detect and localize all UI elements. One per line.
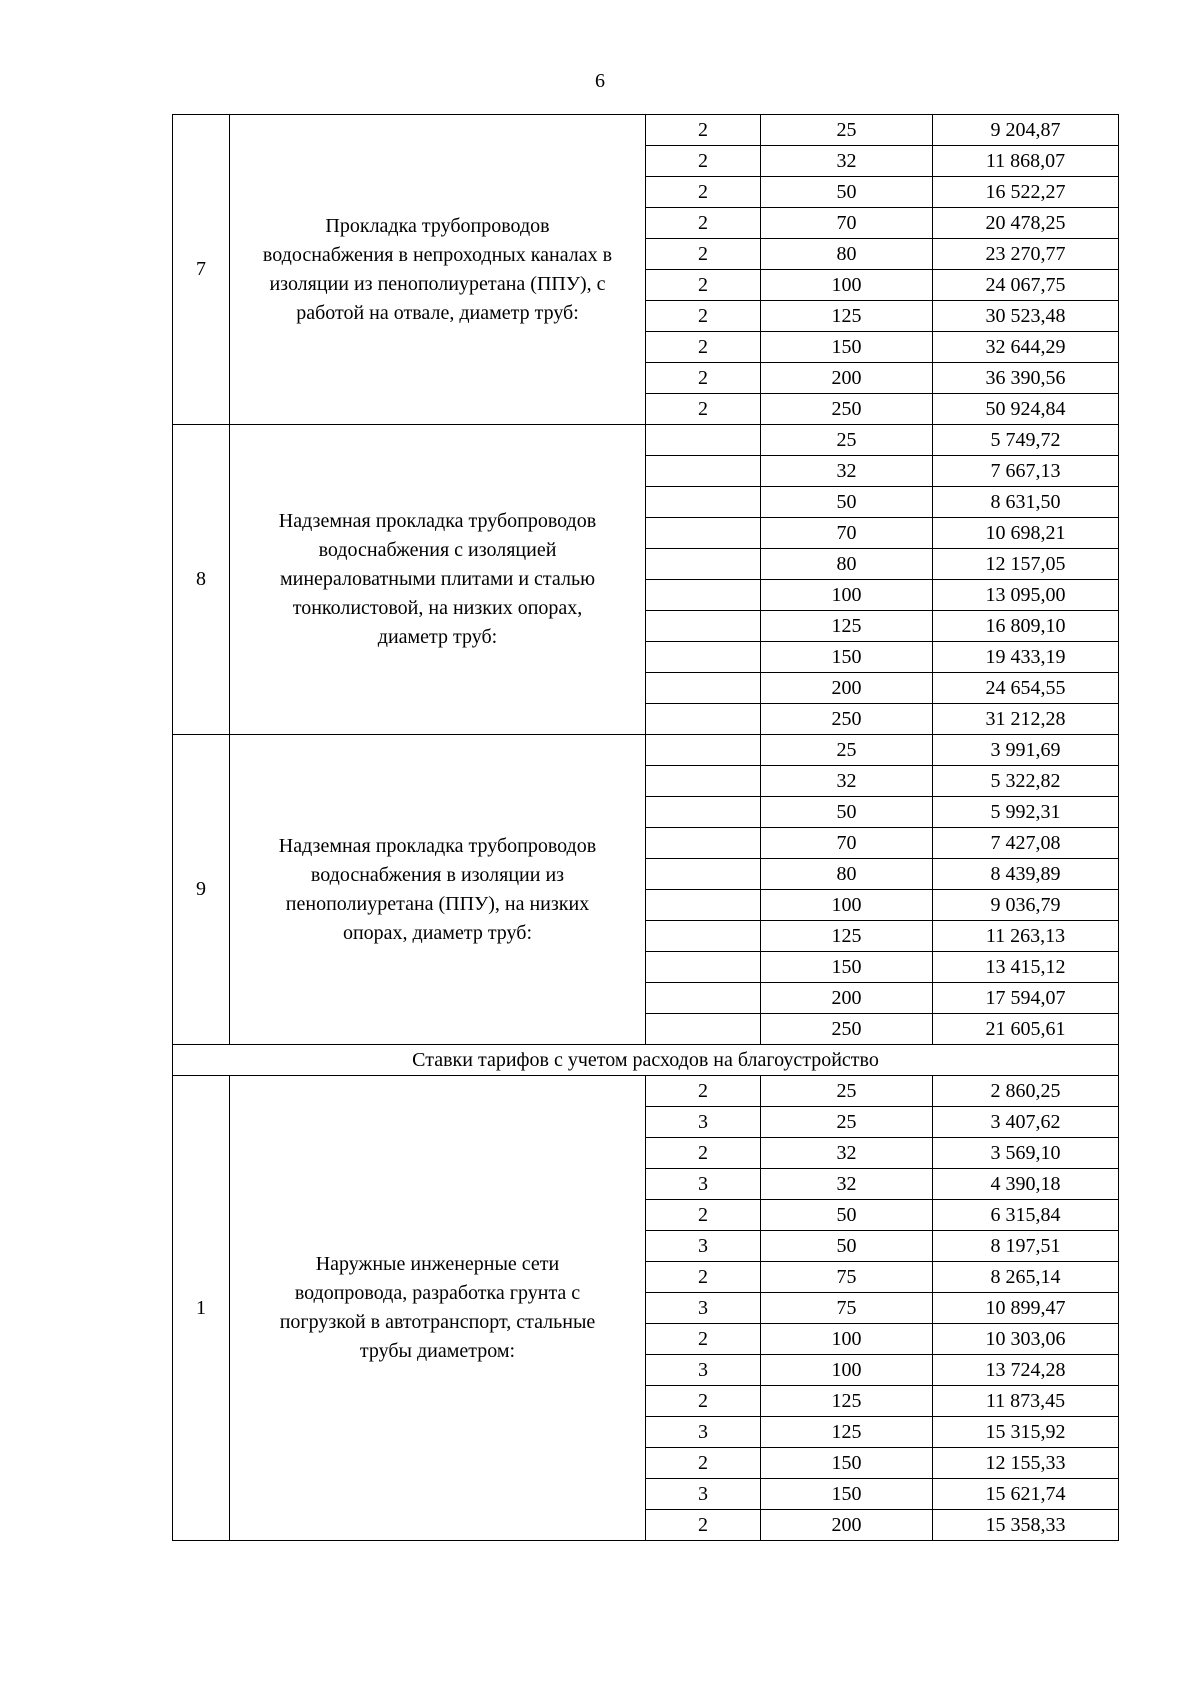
- description-line: диаметр труб:: [377, 626, 498, 648]
- description-line: изоляции из пенополиуретана (ППУ), с: [269, 272, 606, 295]
- count-cell: 2: [646, 1076, 761, 1107]
- count-cell: 2: [646, 301, 761, 332]
- count-cell: [646, 1014, 761, 1045]
- count-cell: 2: [646, 270, 761, 301]
- count-cell: 2: [646, 1448, 761, 1479]
- price-cell: 15 315,92: [933, 1417, 1119, 1448]
- count-cell: [646, 952, 761, 983]
- count-cell: 2: [646, 1324, 761, 1355]
- price-cell: 5 322,82: [933, 766, 1119, 797]
- diameter-cell: 25: [761, 735, 933, 766]
- count-cell: [646, 425, 761, 456]
- count-cell: [646, 828, 761, 859]
- item-description: [230, 1076, 646, 1541]
- diameter-cell: 150: [761, 1448, 933, 1479]
- count-cell: 3: [646, 1169, 761, 1200]
- description-line: Надземная прокладка трубопроводов: [278, 834, 597, 857]
- price-cell: 10 698,21: [933, 518, 1119, 549]
- description-line: пенополиуретана (ППУ), на низких: [285, 892, 590, 915]
- item-description: [230, 115, 646, 425]
- count-cell: [646, 580, 761, 611]
- count-cell: [646, 797, 761, 828]
- count-cell: 2: [646, 115, 761, 146]
- diameter-cell: 50: [761, 1200, 933, 1231]
- price-cell: 19 433,19: [933, 642, 1119, 673]
- count-cell: 3: [646, 1293, 761, 1324]
- price-cell: 5 992,31: [933, 797, 1119, 828]
- item-number: 7: [173, 115, 230, 425]
- price-cell: 9 204,87: [933, 115, 1119, 146]
- diameter-cell: 32: [761, 146, 933, 177]
- diameter-cell: 50: [761, 177, 933, 208]
- diameter-cell: 25: [761, 425, 933, 456]
- price-cell: 6 315,84: [933, 1200, 1119, 1231]
- diameter-cell: 32: [761, 766, 933, 797]
- description-line: водоснабжения с изоляцией: [318, 539, 557, 561]
- diameter-cell: 32: [761, 1138, 933, 1169]
- description-line: водопровода, разработка грунта с: [294, 1282, 581, 1304]
- count-cell: [646, 487, 761, 518]
- diameter-cell: 75: [761, 1262, 933, 1293]
- count-cell: 2: [646, 363, 761, 394]
- count-cell: [646, 611, 761, 642]
- count-cell: 2: [646, 177, 761, 208]
- count-cell: 2: [646, 239, 761, 270]
- section-row: [173, 1045, 1119, 1076]
- count-cell: 3: [646, 1231, 761, 1262]
- count-cell: [646, 518, 761, 549]
- price-cell: 23 270,77: [933, 239, 1119, 270]
- diameter-cell: 150: [761, 642, 933, 673]
- price-cell: 3 569,10: [933, 1138, 1119, 1169]
- count-cell: 2: [646, 1262, 761, 1293]
- diameter-cell: 25: [761, 1107, 933, 1138]
- diameter-cell: 50: [761, 797, 933, 828]
- diameter-cell: 250: [761, 394, 933, 425]
- diameter-cell: 80: [761, 859, 933, 890]
- description-line: Наружные инженерные сети: [315, 1253, 560, 1275]
- price-cell: 10 899,47: [933, 1293, 1119, 1324]
- description-line: трубы диаметром:: [359, 1340, 516, 1362]
- count-cell: 3: [646, 1417, 761, 1448]
- price-cell: 7 427,08: [933, 828, 1119, 859]
- count-cell: [646, 673, 761, 704]
- count-cell: 2: [646, 1386, 761, 1417]
- diameter-cell: 100: [761, 270, 933, 301]
- price-cell: 9 036,79: [933, 890, 1119, 921]
- diameter-cell: 75: [761, 1293, 933, 1324]
- count-cell: [646, 859, 761, 890]
- price-cell: 32 644,29: [933, 332, 1119, 363]
- diameter-cell: 200: [761, 673, 933, 704]
- price-cell: 50 924,84: [933, 394, 1119, 425]
- count-cell: 2: [646, 208, 761, 239]
- count-cell: 3: [646, 1107, 761, 1138]
- diameter-cell: 70: [761, 828, 933, 859]
- description-line: работой на отвале, диаметр труб:: [296, 301, 579, 324]
- description-line: опорах, диаметр труб:: [342, 921, 533, 944]
- price-cell: 16 809,10: [933, 611, 1119, 642]
- diameter-cell: 125: [761, 1417, 933, 1448]
- diameter-cell: 125: [761, 921, 933, 952]
- count-cell: [646, 890, 761, 921]
- price-cell: 8 197,51: [933, 1231, 1119, 1262]
- count-cell: [646, 735, 761, 766]
- table-row: [173, 115, 1119, 146]
- description-line: водоснабжения в изоляции из: [310, 863, 565, 886]
- diameter-cell: 125: [761, 1386, 933, 1417]
- item-description: [230, 425, 646, 735]
- count-cell: 2: [646, 332, 761, 363]
- diameter-cell: 25: [761, 1076, 933, 1107]
- table-row: [173, 425, 1119, 456]
- price-cell: 11 873,45: [933, 1386, 1119, 1417]
- diameter-cell: 200: [761, 1510, 933, 1541]
- price-cell: 8 439,89: [933, 859, 1119, 890]
- count-cell: 2: [646, 146, 761, 177]
- count-cell: [646, 921, 761, 952]
- price-cell: 2 860,25: [933, 1076, 1119, 1107]
- count-cell: 3: [646, 1355, 761, 1386]
- diameter-cell: 100: [761, 580, 933, 611]
- count-cell: 3: [646, 1479, 761, 1510]
- diameter-cell: 100: [761, 1324, 933, 1355]
- diameter-cell: 250: [761, 1014, 933, 1045]
- description-line: минераловатными плитами и сталью: [279, 568, 596, 590]
- diameter-cell: 250: [761, 704, 933, 735]
- diameter-cell: 50: [761, 1231, 933, 1262]
- price-cell: 11 263,13: [933, 921, 1119, 952]
- count-cell: [646, 983, 761, 1014]
- count-cell: 2: [646, 1138, 761, 1169]
- diameter-cell: 80: [761, 239, 933, 270]
- price-cell: 24 654,55: [933, 673, 1119, 704]
- diameter-cell: 125: [761, 611, 933, 642]
- price-cell: 31 212,28: [933, 704, 1119, 735]
- diameter-cell: 80: [761, 549, 933, 580]
- price-cell: 20 478,25: [933, 208, 1119, 239]
- diameter-cell: 150: [761, 1479, 933, 1510]
- count-cell: 2: [646, 1200, 761, 1231]
- diameter-cell: 50: [761, 487, 933, 518]
- diameter-cell: 25: [761, 115, 933, 146]
- count-cell: [646, 766, 761, 797]
- price-cell: 16 522,27: [933, 177, 1119, 208]
- price-cell: 13 415,12: [933, 952, 1119, 983]
- price-cell: 11 868,07: [933, 146, 1119, 177]
- count-cell: 2: [646, 394, 761, 425]
- diameter-cell: 100: [761, 890, 933, 921]
- table-row: [173, 735, 1119, 766]
- section-title: Ставки тарифов с учетом расходов на благоустройство: [173, 1045, 1119, 1076]
- price-cell: 12 155,33: [933, 1448, 1119, 1479]
- price-cell: 15 358,33: [933, 1510, 1119, 1541]
- diameter-cell: 70: [761, 518, 933, 549]
- diameter-cell: 32: [761, 456, 933, 487]
- diameter-cell: 32: [761, 1169, 933, 1200]
- description-line: водоснабжения в непроходных каналах в: [262, 243, 613, 266]
- item-description: [230, 735, 646, 1045]
- item-number: 1: [173, 1076, 230, 1541]
- price-cell: 7 667,13: [933, 456, 1119, 487]
- price-cell: 8 265,14: [933, 1262, 1119, 1293]
- price-cell: 13 724,28: [933, 1355, 1119, 1386]
- diameter-cell: 125: [761, 301, 933, 332]
- price-cell: 5 749,72: [933, 425, 1119, 456]
- count-cell: [646, 549, 761, 580]
- price-cell: 3 991,69: [933, 735, 1119, 766]
- price-cell: 15 621,74: [933, 1479, 1119, 1510]
- price-cell: 17 594,07: [933, 983, 1119, 1014]
- page-number: 6: [595, 70, 605, 92]
- price-cell: 3 407,62: [933, 1107, 1119, 1138]
- description-line: тонколистовой, на низких опорах,: [292, 597, 583, 619]
- price-cell: 21 605,61: [933, 1014, 1119, 1045]
- description-line: погрузкой в автотранспорт, стальные: [279, 1311, 596, 1333]
- tariff-table: [172, 114, 1119, 1541]
- diameter-cell: 200: [761, 363, 933, 394]
- price-cell: 4 390,18: [933, 1169, 1119, 1200]
- count-cell: [646, 642, 761, 673]
- description-line: Надземная прокладка трубопроводов: [278, 510, 597, 532]
- diameter-cell: 150: [761, 952, 933, 983]
- diameter-cell: 100: [761, 1355, 933, 1386]
- table-row: [173, 1076, 1119, 1107]
- diameter-cell: 200: [761, 983, 933, 1014]
- price-cell: 8 631,50: [933, 487, 1119, 518]
- item-number: 8: [173, 425, 230, 735]
- price-cell: 30 523,48: [933, 301, 1119, 332]
- description-line: Прокладка трубопроводов: [325, 214, 550, 237]
- price-cell: 10 303,06: [933, 1324, 1119, 1355]
- price-cell: 36 390,56: [933, 363, 1119, 394]
- count-cell: [646, 456, 761, 487]
- price-cell: 24 067,75: [933, 270, 1119, 301]
- item-number: 9: [173, 735, 230, 1045]
- diameter-cell: 70: [761, 208, 933, 239]
- count-cell: [646, 704, 761, 735]
- diameter-cell: 150: [761, 332, 933, 363]
- price-cell: 12 157,05: [933, 549, 1119, 580]
- price-cell: 13 095,00: [933, 580, 1119, 611]
- count-cell: 2: [646, 1510, 761, 1541]
